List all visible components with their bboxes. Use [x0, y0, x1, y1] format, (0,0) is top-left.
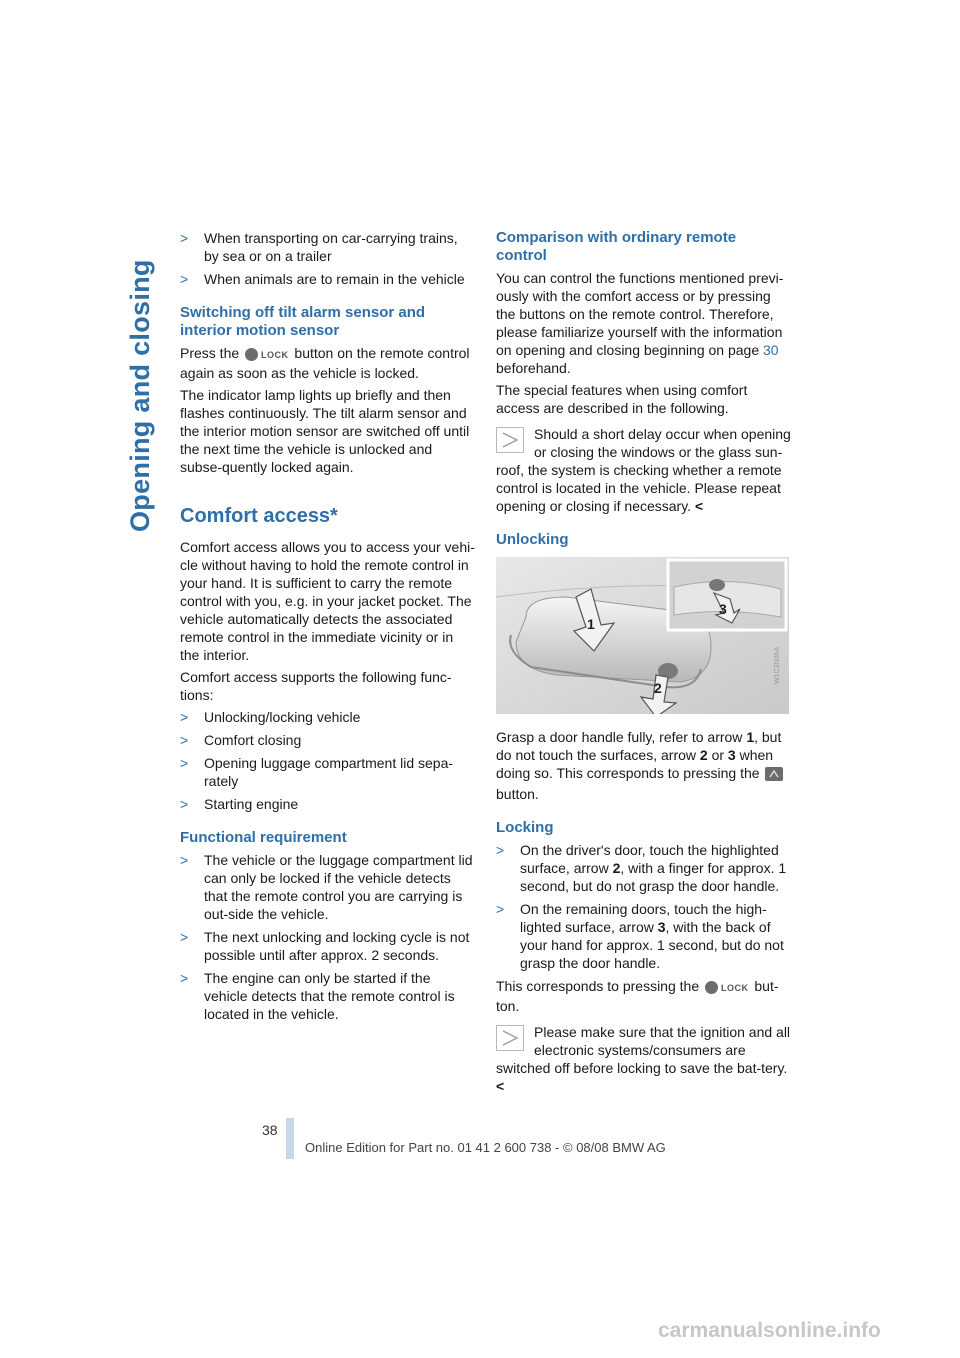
lock-button-icon: LOCK	[245, 346, 289, 364]
unlock-button-icon	[765, 767, 783, 785]
list-item: > Starting engine	[180, 795, 299, 812]
list-item: > On the driver's door, touch the highlighted surface, arrow 2, with a finger for approx. 1 second, but do not grasp the door handle.	[496, 842, 787, 894]
note-battery: Please make sure that the ignition and all electronic systems/consumers are switched off before locking to save the bat-tery. <	[496, 1023, 791, 1094]
paragraph-indicator: The indicator lamp lights up briefly and then flashes continuously. The tilt alarm sensor and the interior motion sensor are switched off until the next time the vehicle is unlocked and subse-quently locked again.	[180, 386, 470, 475]
heading-unlocking: Unlocking	[496, 531, 569, 548]
figure-label-1: 1	[587, 616, 595, 632]
heading-comparison: Comparison with ordinary remote control	[496, 229, 737, 264]
bullet-mark: >	[180, 708, 189, 725]
paragraph-grasp: Grasp a door handle fully, refer to arrow 1, but do not touch the surfaces, arrow 2 or 3 when doing so. This corresponds to pressing the button.	[496, 728, 791, 803]
edition-footer: Online Edition for Part no. 01 41 2 600 738 - © 08/08 BMW AG	[305, 1140, 666, 1155]
right-column	[496, 229, 791, 1099]
list-item: > The engine can only be started if the vehicle detects that the remote control is located in the vehicle.	[180, 969, 455, 1022]
chapter-side-tab: Opening and closing	[125, 259, 155, 532]
door-handle-figure	[496, 557, 789, 714]
bullet-mark: >	[180, 754, 189, 771]
bullet-mark: >	[496, 901, 505, 917]
site-watermark[interactable]: carmanualsonline.info	[658, 1319, 881, 1342]
list-item: > On the remaining doors, touch the high-lighted surface, arrow 3, with the back of your hand for approx. 1 second, but do not grasp the door handle.	[496, 901, 784, 971]
heading-tilt-alarm: Switching off tilt alarm sensor and interior motion sensor	[180, 304, 426, 339]
door-handle-illustration	[496, 557, 789, 714]
heading-locking: Locking	[496, 819, 554, 836]
heading-comfort-access: Comfort access*	[180, 504, 338, 527]
page-link-30[interactable]: 30	[763, 342, 779, 358]
paragraph-comparison: You can control the functions mentioned previ-ously with the comfort access or by pressing the buttons on the remote control. Therefore, please familiarize yourself with the information on opening and closing beginning on page 30 beforehand.	[496, 270, 784, 376]
end-mark: <	[496, 1077, 505, 1094]
paragraph-corresponds: This corresponds to pressing the LOCK but-ton.	[496, 978, 779, 1014]
list-item: > The vehicle or the luggage compartment lid can only be locked if the vehicle detects that the remote control you are carrying is out-side the vehicle.	[180, 851, 473, 922]
bullet-mark: >	[180, 969, 189, 986]
lock-button-icon: LOCK	[705, 979, 749, 997]
bullet-mark: >	[180, 230, 189, 246]
note-arrow-icon	[496, 1025, 524, 1051]
paragraph-press-lock: Press the LOCK button on the remote control again as soon as the vehicle is locked.	[180, 345, 470, 381]
bullet-mark: >	[180, 851, 189, 868]
bullet-mark: >	[180, 731, 189, 748]
list-item: > When animals are to remain in the vehicle	[180, 271, 465, 287]
note-delay: Should a short delay occur when opening or closing the windows or the glass sun-roof, the system is checking whether a remote control is located in the vehicle. Please repeat opening or closing if necessary. <	[496, 426, 791, 514]
paragraph-comfort-functions: Comfort access supports the following func-tions:	[180, 668, 452, 703]
figure-code: W1C3N06A	[774, 647, 781, 684]
list-item: > Comfort closing	[180, 731, 302, 748]
left-column	[180, 229, 475, 1028]
paragraph-special-features: The special features when using comfort access are described in the following.	[496, 382, 748, 416]
end-mark: <	[694, 498, 704, 514]
figure-label-2: 2	[654, 680, 662, 696]
note-arrow-icon	[496, 427, 524, 453]
page-number: 38	[262, 1122, 278, 1138]
list-item: > Unlocking/locking vehicle	[180, 708, 361, 725]
bullet-mark: >	[180, 795, 189, 812]
list-item: > When transporting on car-carrying trains, by sea or on a trailer	[180, 230, 458, 264]
list-item: > The next unlocking and locking cycle is not possible until after approx. 2 seconds.	[180, 928, 470, 963]
figure-label-3: 3	[719, 601, 727, 617]
heading-functional-requirement: Functional requirement	[180, 828, 347, 846]
list-item: > Opening luggage compartment lid sepa-rately	[180, 754, 454, 789]
footer-bar	[286, 1118, 294, 1159]
bullet-mark: >	[180, 928, 189, 945]
bullet-mark: >	[180, 271, 189, 287]
paragraph-comfort-intro: Comfort access allows you to access your vehi-cle without having to hold the remote control in your hand. It is sufficient to carry the remote control with you, e.g. in your jacket pocket. The vehicle automatically detects the associated remote control in the immediate vicinity or in the interior.	[180, 538, 475, 663]
bullet-mark: >	[496, 842, 505, 858]
